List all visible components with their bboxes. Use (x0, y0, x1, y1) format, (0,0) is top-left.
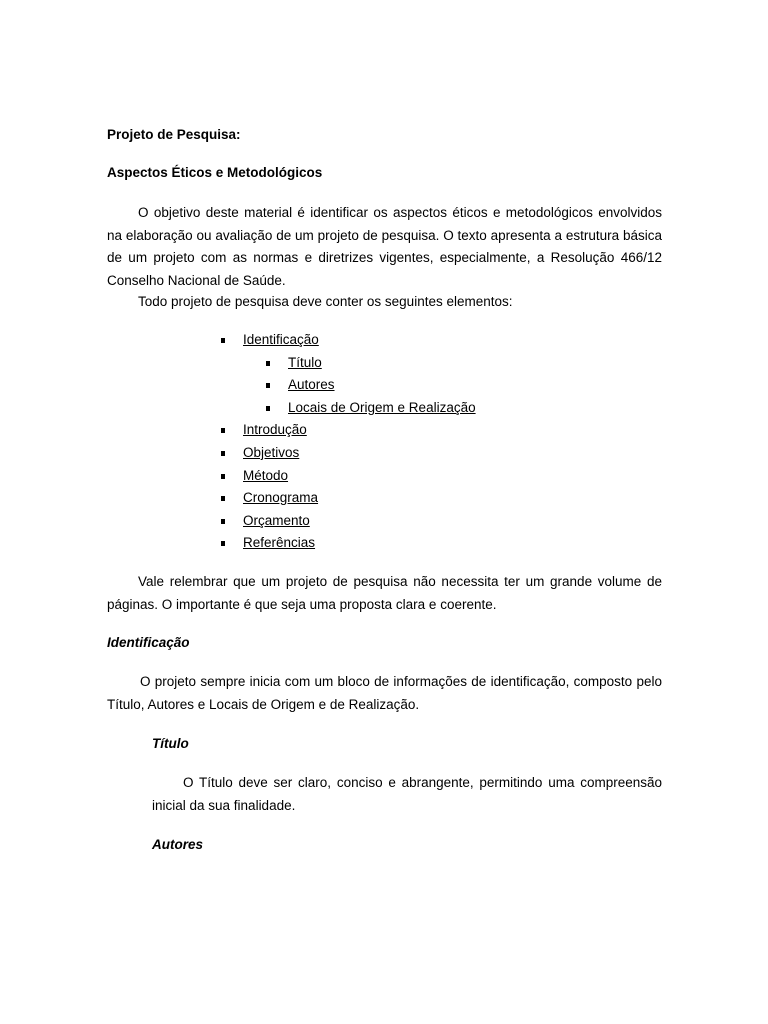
titulo-paragraph: O Título deve ser claro, conciso e abrangente, permitindo uma compreensão inicial da sua finalidade. (152, 775, 662, 813)
bullet-icon (221, 474, 225, 479)
list-item-label: Identificação (243, 332, 319, 347)
list-item-label: Orçamento (243, 512, 310, 528)
list-item (107, 374, 662, 397)
list-item (107, 397, 662, 420)
list-item-label: Título (288, 354, 322, 370)
list-item-label: Introdução (243, 422, 307, 438)
list-item-label: Cronograma (243, 490, 319, 506)
identificacao-paragraph: O projeto sempre inicia com um bloco de informações de identificação, composto pelo Título, Autores e Locais de Origem e de Realização. (107, 674, 662, 712)
section-heading-identificacao: Identificação (107, 635, 190, 650)
list-item-label: Locais de Origem e Realização (288, 399, 476, 415)
intro-paragraph: O objetivo deste material é identificar os aspectos éticos e metodológicos envolvidos na elaboração ou avaliação de um projeto de pesquisa. O texto apresenta a estrutura básica de um projeto com as normas e diretrizes vigentes, especialmente, a Resolução 466/12 Conselho Nacional de Saúde. (107, 205, 662, 288)
bullet-icon (221, 496, 225, 501)
bullet-icon (221, 541, 225, 546)
list-item (107, 442, 662, 465)
bullet-icon (221, 451, 225, 456)
section-heading-autores: Autores (152, 837, 204, 852)
list-item-label: Autores (288, 377, 335, 393)
list-item (107, 352, 662, 375)
list-item-label: Referências (243, 535, 316, 551)
document-title: Projeto de Pesquisa: (107, 127, 241, 142)
bullet-icon (266, 361, 270, 366)
list-item (107, 329, 662, 352)
bullet-icon (221, 428, 225, 433)
list-item-label: Objetivos (243, 444, 300, 460)
bullet-icon (266, 406, 270, 411)
list-item-label: Método (243, 467, 289, 483)
elements-list (107, 329, 662, 555)
list-item (107, 419, 662, 442)
bullet-icon (221, 519, 225, 524)
elements-intro: Todo projeto de pesquisa deve conter os seguintes elementos: (138, 294, 513, 309)
document-subtitle: Aspectos Éticos e Metodológicos (107, 165, 323, 180)
bullet-icon (266, 383, 270, 388)
list-item (107, 487, 662, 510)
section-heading-titulo: Título (152, 736, 189, 751)
bullet-icon (221, 338, 225, 343)
list-item (107, 510, 662, 533)
list-item (107, 465, 662, 488)
reminder-paragraph: Vale relembrar que um projeto de pesquisa não necessita ter um grande volume de páginas. O importante é que seja uma proposta clara e coerente. (107, 574, 662, 612)
list-item (107, 532, 662, 555)
